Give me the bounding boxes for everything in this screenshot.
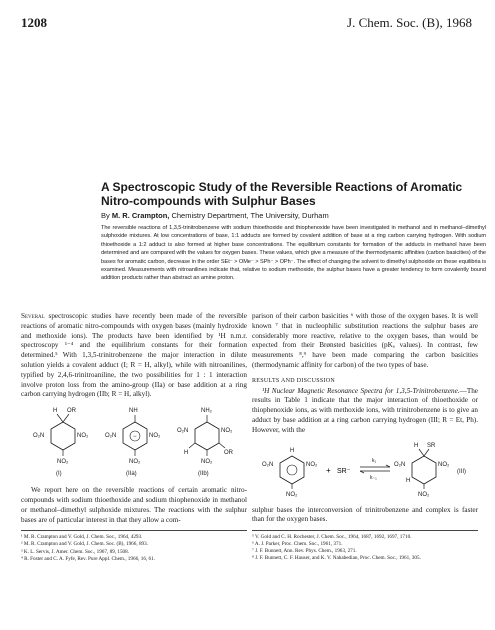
nmr-paragraph: [252, 387, 478, 436]
structure-I: [33, 408, 89, 477]
reagent: SR⁻: [337, 467, 351, 475]
s2a-right-group: NO₂: [149, 433, 161, 440]
equilibrium-arrows: [360, 458, 390, 481]
running-head: J. Chem. Soc. (B), 1968: [347, 15, 472, 30]
right-footnotes: [252, 530, 478, 562]
s2a-label: (IIa): [126, 471, 137, 478]
s1-right-group: NO₂: [77, 433, 89, 440]
s2b-label: (IIb): [198, 471, 209, 478]
right-column: [252, 312, 478, 563]
section-heading: RESULTS AND DISCUSSION: [252, 377, 336, 384]
byline: [101, 211, 329, 220]
left-footnotes: [21, 530, 247, 562]
article-title: A Spectroscopic Study of the Reversible Reactions of Aromatic Nitro-compounds with Sulphur Bases: [101, 180, 463, 208]
product-ring-h: H: [406, 477, 411, 484]
product-left: O₂N: [394, 461, 406, 468]
s1-top-right: OR: [67, 408, 76, 415]
product-bottom: NO₂: [418, 491, 430, 498]
author-name: M. R. Crampton,: [111, 211, 170, 220]
structure-diagrams: [21, 402, 247, 480]
k-forward: k₁: [372, 457, 377, 464]
dropcap-word: Several: [21, 312, 45, 320]
affiliation: Chemistry Department, The University, Durham: [171, 211, 329, 220]
interconversion-paragraph: sulphur bases the interconversion of trinitrobenzene and complex is faster than for the oxygen bases.: [252, 505, 478, 524]
reaction-label: (III): [457, 468, 466, 475]
structure-IIa: [105, 408, 161, 477]
s1-top-left: H: [53, 408, 58, 415]
s2b-top: NH₂: [201, 408, 212, 415]
product-structure: [394, 443, 466, 498]
product-h: H: [414, 442, 419, 449]
intro-text: spectroscopic studies have recently been made of the reversible reactions of aromatic nitro-compounds with oxygen bases (mainly hydroxide and methoxide ions). The products have been identified by ¹H n.m.r. spectroscopy ¹⁻⁴ and the equilibrium constants for their formation determined.⁵ With 1,3,5-trinitrobenzene the major interaction in dilute solution yields a covalent adduct (I; R = H, alkyl), while with nitroanilines, typified by 2,4,6-trinitroaniline, the two possibilities for 1 : 1 interaction involve proton loss from the amino-group (IIa) or base addition at a ring carbon carrying hydrogen (IIb; R = H, alkyl).: [21, 312, 247, 399]
product-sr: SR: [427, 442, 436, 449]
intro-paragraph: [21, 312, 247, 400]
nmr-text: —The results in Table 1 indicate that the major interaction of thioethoxide or thiophenoxide ions, as with methoxide ions, with trinitrobenzene is to give an adduct by base addition at a ring carbon carrying hydrogen (III; R = Et, Ph). However, with the: [252, 386, 478, 434]
s2a-charge: −: [133, 434, 137, 441]
k-reverse: k₋₁: [370, 474, 377, 481]
reactant-structure: [262, 448, 318, 498]
continuation-paragraph: parison of their carbon basicities ⁶ with those of the oxygen bases. It is well known ⁷ that in nucleophilic substitution reactions the sulphur bases are considerably more reactive, relative to the oxygen bases, than would be expected from their Brønsted basicities (pKₐ values). In contrast, few measurements ⁸,⁹ have been made comparing the carbon basicities (thermodynamic affinity for carbon) of the two types of base.: [252, 312, 478, 369]
s1-left-group: O₂N: [33, 433, 45, 440]
s2b-sub-h: H: [184, 450, 189, 457]
footnote: ¹ M. R. Crampton and V. Gold, J. Chem. Soc., 1964, 4293.: [21, 534, 143, 541]
s2a-left-group: O₂N: [105, 433, 117, 440]
abstract: The reversible reactions of 1,3,5-trinitrobenzene with sodium thioethoxide and thiophenoxide have been investigated in methanol and in methanol–dimethyl sulphoxide mixtures. At low concentrations of base, 1:1 adducts are formed by covalent addition of base at a ring carbon carrying hydrogen. With sodium thioethoxide a 1:2 adduct is also formed at higher base concentrations. The equilibrium constants for formation of the adducts in methanol have been determined and are compared with the values for oxygen bases. These values, which give a measure of the thermodynamic affinities (carbon basicities) of the bases for aromatic carbon, decrease in the order SEt⁻ > OMe⁻ > SPh⁻ > OPh⁻. The effect of changing the solvent to dimethyl sulphoxide on these equilibria is examined. Measurements with nitroanilines indicate that, relative to sodium methoxide, the sulphur bases have a greater tendency to form covalently bound addition products rather than abstract an amine proton.: [101, 225, 486, 282]
plus-sign: +: [326, 465, 331, 475]
product-right: NO₂: [438, 461, 450, 468]
footnote: ⁶ A. J. Parker, Proc. Chem. Soc., 1961, 371.: [252, 541, 343, 548]
s2b-sub-r: OR: [224, 450, 233, 457]
s2a-top: NH: [129, 408, 138, 415]
structure-IIb: [177, 408, 234, 477]
s2b-right-group: NO₂: [221, 428, 233, 435]
reaction-diagram: [252, 440, 478, 502]
footnote: ³ K. L. Servis, J. Amer. Chem. Soc., 1967, 89, 1508.: [21, 548, 130, 555]
s2b-bottom: NO₂: [201, 459, 213, 466]
left-column: [21, 312, 247, 563]
footnote: ⁵ V. Gold and C. H. Rochester, J. Chem. Soc., 1964, 1687, 1692, 1697, 1710.: [252, 534, 412, 541]
footnote: ² M. R. Crampton and V. Gold, J. Chem. Soc. (B), 1966, 893.: [21, 541, 149, 548]
second-paragraph: We report here on the reversible reactions of certain aromatic nitro-compounds with sodium thioethoxide and sodium thiophenoxide in methanol or methanol–dimethyl sulphoxide mixtures. The reactions with the sulphur bases are of particular interest in that they allow a com-: [21, 486, 247, 524]
s2b-left-group: O₂N: [177, 428, 189, 435]
byline-prefix: By: [101, 211, 110, 220]
s1-label: (I): [56, 471, 62, 478]
footnote: ⁷ J. F. Bunnett, Ann. Rev. Phys. Chem., 1963, 271.: [252, 548, 357, 555]
structures-row: [21, 402, 247, 480]
page-number: 1208: [21, 15, 47, 30]
reaction-scheme: [252, 440, 478, 502]
footnote: ⁴ R. Foster and C. A. Fyfe, Rev. Pure Appl. Chem., 1966, 16, 61.: [21, 555, 156, 562]
footnote: ⁸ J. F. Bunnett, C. F. Hauser, and K. V. Nahabedian, Proc. Chem. Soc., 1961, 305.: [252, 555, 421, 562]
reactant-bottom: NO₂: [286, 491, 298, 498]
reactant-h: H: [290, 447, 295, 454]
reactant-left: O₂N: [262, 461, 274, 468]
subsection-title: ¹H Nuclear Magnetic Resonance Spectra for 1,3,5-Trinitrobenzene.: [262, 386, 460, 395]
reactant-right: NO₂: [306, 461, 318, 468]
s2a-bottom: NO₂: [129, 459, 141, 466]
s1-bottom: NO₂: [57, 459, 69, 466]
